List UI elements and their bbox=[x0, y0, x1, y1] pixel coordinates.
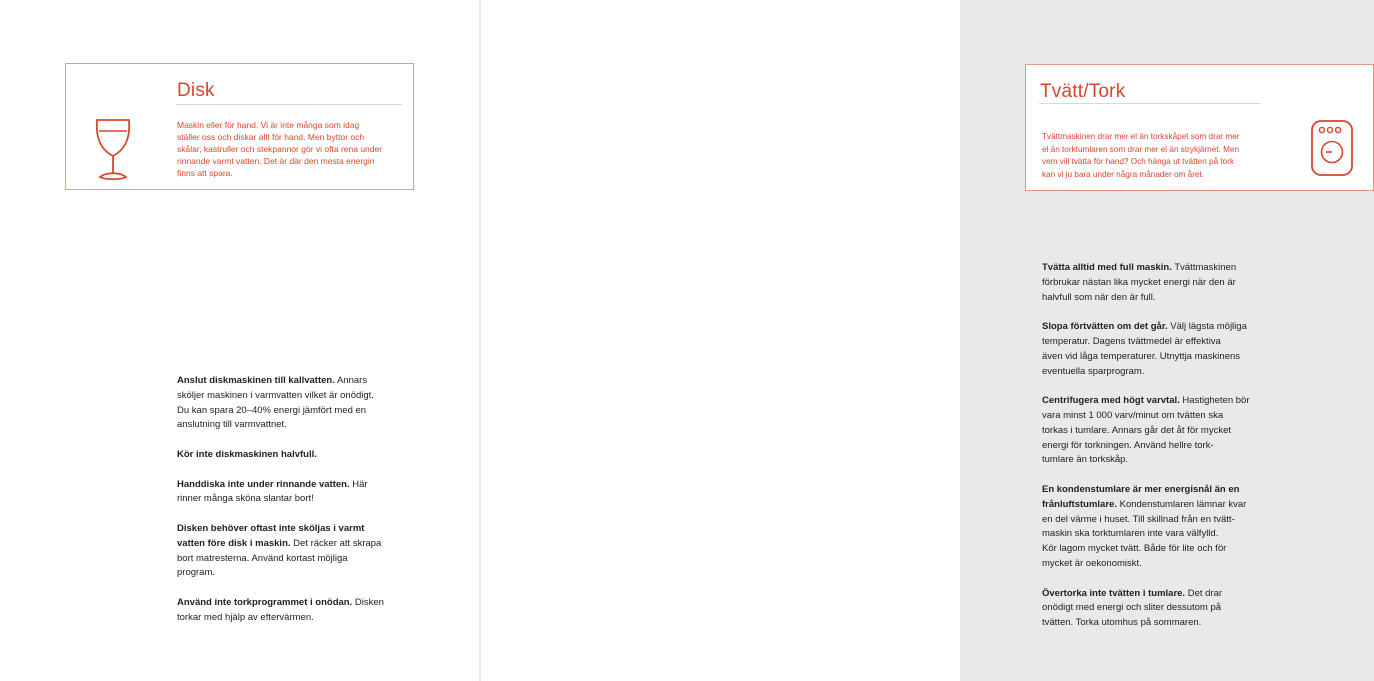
tip-paragraph: Slopa förtvätten om det går. Välj lägsta möjliga temperatur. Dagens tvättmedel är effektiva även vid låga temperaturer. Utnyttja maskinens eventuella sparprogram. bbox=[1042, 321, 1247, 377]
box-title: Tvätt/Tork bbox=[1040, 81, 1126, 102]
wine-glass-icon bbox=[92, 114, 134, 184]
tvatt-info-box bbox=[1025, 64, 1374, 191]
tvatt-tips-column bbox=[1042, 261, 1282, 646]
tip-paragraph: Centrifugera med högt varvtal. Hastigheten bör vara minst 1 000 varv/minut om tvätten ska torkas i tumlare. Annars går det åt för mycket energi för torkningen. Använd hellre tork- tumlare än torkskåp. bbox=[1042, 395, 1250, 466]
tip-paragraph: Anslut diskmaskinen till kallvatten. Annars sköljer maskinen i varmvatten vilket är onödigt. Du kan spara 20–40% energi jämfört med en anslutning till varmvattnet. bbox=[177, 375, 374, 431]
tip-paragraph: Använd inte torkprogrammet i onödan. Disken torkar med hjälp av eftervärmen. bbox=[177, 596, 384, 623]
disk-info-box bbox=[65, 63, 414, 190]
title-divider bbox=[176, 104, 402, 105]
tip-paragraph: Övertorka inte tvätten i tumlare. Det drar onödigt med energi och sliter dessutom på tvätten. Torka utomhus på sommaren. bbox=[1042, 587, 1223, 629]
disk-tips-column bbox=[177, 374, 407, 640]
left-page bbox=[0, 0, 479, 681]
box-intro-text: Maskin eller för hand. Vi är inte många som idag ställer oss och diskar allt för hand. Men byttor och skålar, kastruller och stekpannor gör vi ofta rena under rinnande varmt vatten. Det är där den mesta energin finns att spara. bbox=[177, 120, 383, 178]
tip-paragraph: Disken behöver oftast inte sköljas i varmt vatten före disk i maskin. Det räcker att skrapa bort matresterna. Använd kortast möjliga program. bbox=[177, 522, 382, 579]
title-divider bbox=[1039, 103, 1261, 104]
box-intro-text: Tvättmaskinen drar mer el än torkskåpet som drar mer el än torktumlaren som drar mer el än strykjärnet. Men vem vill tvätta för hand? Och hänga ut tvätten på tork kan vi ju bara under några månader om året. bbox=[1042, 132, 1240, 179]
tip-paragraph: En kondenstumlare är mer energisnål än en frånluftstumlare. Kondenstumlaren lämnar kvar en del värme i huset. Till skillnad från en tvätt- maskin ska torktumlaren inte vara välfylld. Kör lagom mycket tvätt. Både för lite och för mycket är oekonomiskt. bbox=[1042, 483, 1247, 569]
washing-machine-icon bbox=[1309, 118, 1355, 178]
box-title: Disk bbox=[177, 80, 215, 101]
tip-paragraph: Tvätta alltid med full maskin. Tvättmaskinen förbrukar nästan lika mycket energi när den är halvfull som när den är full. bbox=[1042, 262, 1237, 303]
tip-paragraph: Kör inte diskmaskinen halvfull. bbox=[177, 448, 317, 460]
right-page bbox=[481, 0, 1250, 681]
tip-paragraph: Handdiska inte under rinnande vatten. Här rinner många sköna slantar bort! bbox=[177, 478, 368, 505]
